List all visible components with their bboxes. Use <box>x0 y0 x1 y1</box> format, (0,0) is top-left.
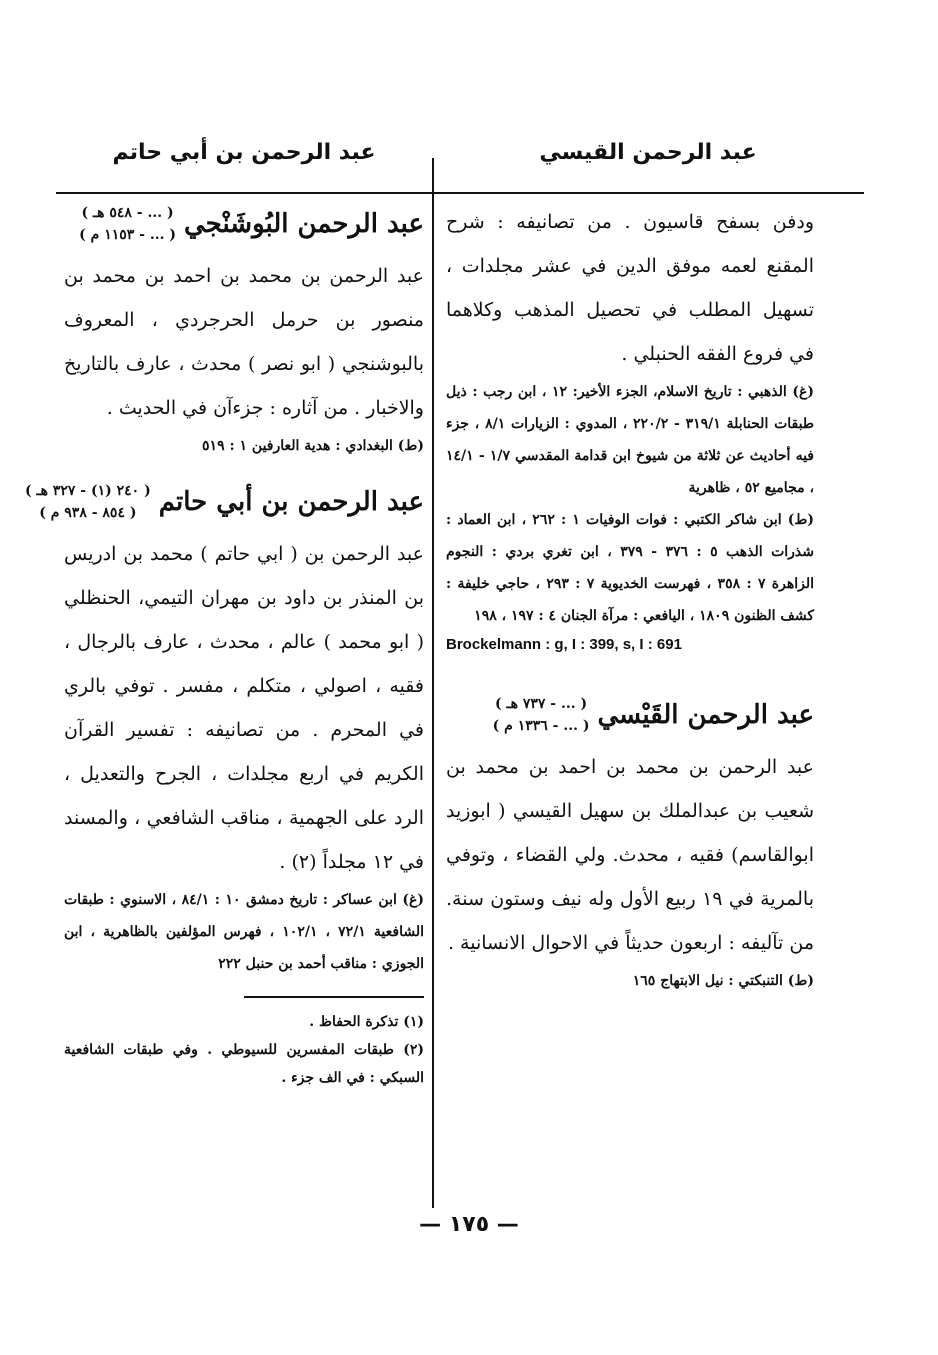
header-rule <box>56 192 864 194</box>
reference-gh: (غ) الذهبي : تاريخ الاسلام، الجزء الأخير: ١٢ ، ابن رجب : ذيل طبقات الحنابلة ٣١٩/١ - ٢٢٠/٢ ، المدوي : الزيارات ٨/١ ، جزء فيه أحاديث عن ثلاثة من شيوخ ابن قدامة المقدسي ١/٧ - ١٤/١ ، مجاميع ٥٢ ، ظاهرية <box>446 384 815 496</box>
entry-heading-bushanji <box>64 202 424 246</box>
page-number: — ١٧٥ — <box>419 1212 519 1237</box>
entry-dates <box>25 480 151 524</box>
running-header-left: عبد الرحمن بن أبي حاتم <box>112 140 376 165</box>
date-hijri: ( ... - ٧٣٧ هـ ) <box>495 696 588 712</box>
date-gregorian: ( ... - ١١٥٣ م ) <box>79 227 176 243</box>
continuation-text: ودفن بسفح قاسيون . من تصانيفه : شرح المقنع لعمه موفق الدين في عشر مجلدات ، تسهيل المطلب في تحصيل المذهب وكلاهما في فروع الفقه الحنبلي . <box>446 211 814 365</box>
reference-gh: (غ) ابن عساكر : تاريخ دمشق ١٠ : ٨٤/١ ، الاسنوي : طبقات الشافعية ٧٢/١ ، ١٠٢/١ ، فهرس المؤلفين بالظاهرية ، ابن الجوزي : مناقب أحمد بن حنبل ٢٢٢ <box>64 892 424 972</box>
entry-dates <box>493 693 590 737</box>
entry-heading-qaysi <box>446 693 814 737</box>
footnote-rule <box>244 996 424 998</box>
reference-t: (ط) التنبكتي : نيل الابتهاج ١٦٥ <box>632 973 814 989</box>
entry-text: عبد الرحمن بن محمد بن احمد بن محمد بن منصور بن حرمل الحرجردي ، المعروف بالبوشنجي ( ابو نصر ) محدث ، عارف بالتاريخ والاخبار . من آثاره : جزءآن في الحديث . <box>64 265 424 419</box>
reference-t: (ط) البغدادي : هدية العارفين ١ : ٥١٩ <box>202 438 424 454</box>
entry-name: عبد الرحمن بن أبي حاتم <box>158 487 424 517</box>
entry-name: عبد الرحمن البُوشَنْجي <box>183 209 424 239</box>
date-gregorian: ( ٨٥٤ - ٩٣٨ م ) <box>39 505 137 521</box>
right-column <box>446 200 814 997</box>
entry-heading-ibn-abi-hatim <box>25 480 424 524</box>
date-hijri: ( ٢٤٠ (١) - ٣٢٧ هـ ) <box>25 483 151 499</box>
reference-t: (ط) ابن شاكر الكتبي : فوات الوفيات ١ : ٢٦٢ ، ابن العماد : شذرات الذهب ٥ : ٣٧٦ - ٣٧٩ ، ابن تغري بردي : النجوم الزاهرة ٧ : ٣٥٨ ، فهرست الخديوية ٧ : ٢٩٣ ، حاجي خليفة : كشف الظنون ١٨٠٩ ، اليافعي : مرآة الجنان ٤ : ١٩٧ ، ١٩٨ <box>446 512 815 624</box>
entry-dates <box>79 202 176 246</box>
entry-name: عبد الرحمن القَيْسي <box>597 700 814 730</box>
left-column <box>25 200 424 1092</box>
date-gregorian: ( ... - ١٣٣٦ م ) <box>492 718 590 734</box>
entry-text: عبد الرحمن بن ( ابي حاتم ) محمد بن ادريس بن المنذر بن داود بن مهران التيمي، الحنظلي ( ابو محمد ) عالم ، محدث ، عارف بالرجال ، فقيه ، اصولي ، متكلم ، مفسر . توفي بالري في المحرم . من تصانيفه : تفسير القرآن الكريم في اربع مجلدات ، الجرح والتعديل ، الرد على الجهمية ، مناقب الشافعي ، والمسند في ١٢ مجلداً (٢) . <box>64 543 424 873</box>
latin-reference: Brockelmann : g, I : 399, s, I : 691 <box>446 636 682 653</box>
entry-text: عبد الرحمن بن محمد بن احمد بن محمد بن شعيب بن عبدالملك بن سهيل القيسي ( ابوزيد ابوالقاسم) فقيه ، محدث. ولي القضاء ، وتوفي بالمرية في ١٩ ربيع الأول وله نيف وستون سنة. من تآليفه : اربعون حديثاً في الاحوال الانسانية . <box>446 756 814 954</box>
date-hijri: ( ... - ٥٤٨ هـ ) <box>81 205 174 221</box>
column-divider <box>432 158 434 1208</box>
footnote: (٢) طبقات المفسرين للسيوطي . وفي طبقات الشافعية السبكي : في الف جزء . <box>64 1042 424 1086</box>
footnote: (١) تذكرة الحفاظ . <box>309 1014 424 1030</box>
running-header-right: عبد الرحمن القيسي <box>539 140 757 165</box>
